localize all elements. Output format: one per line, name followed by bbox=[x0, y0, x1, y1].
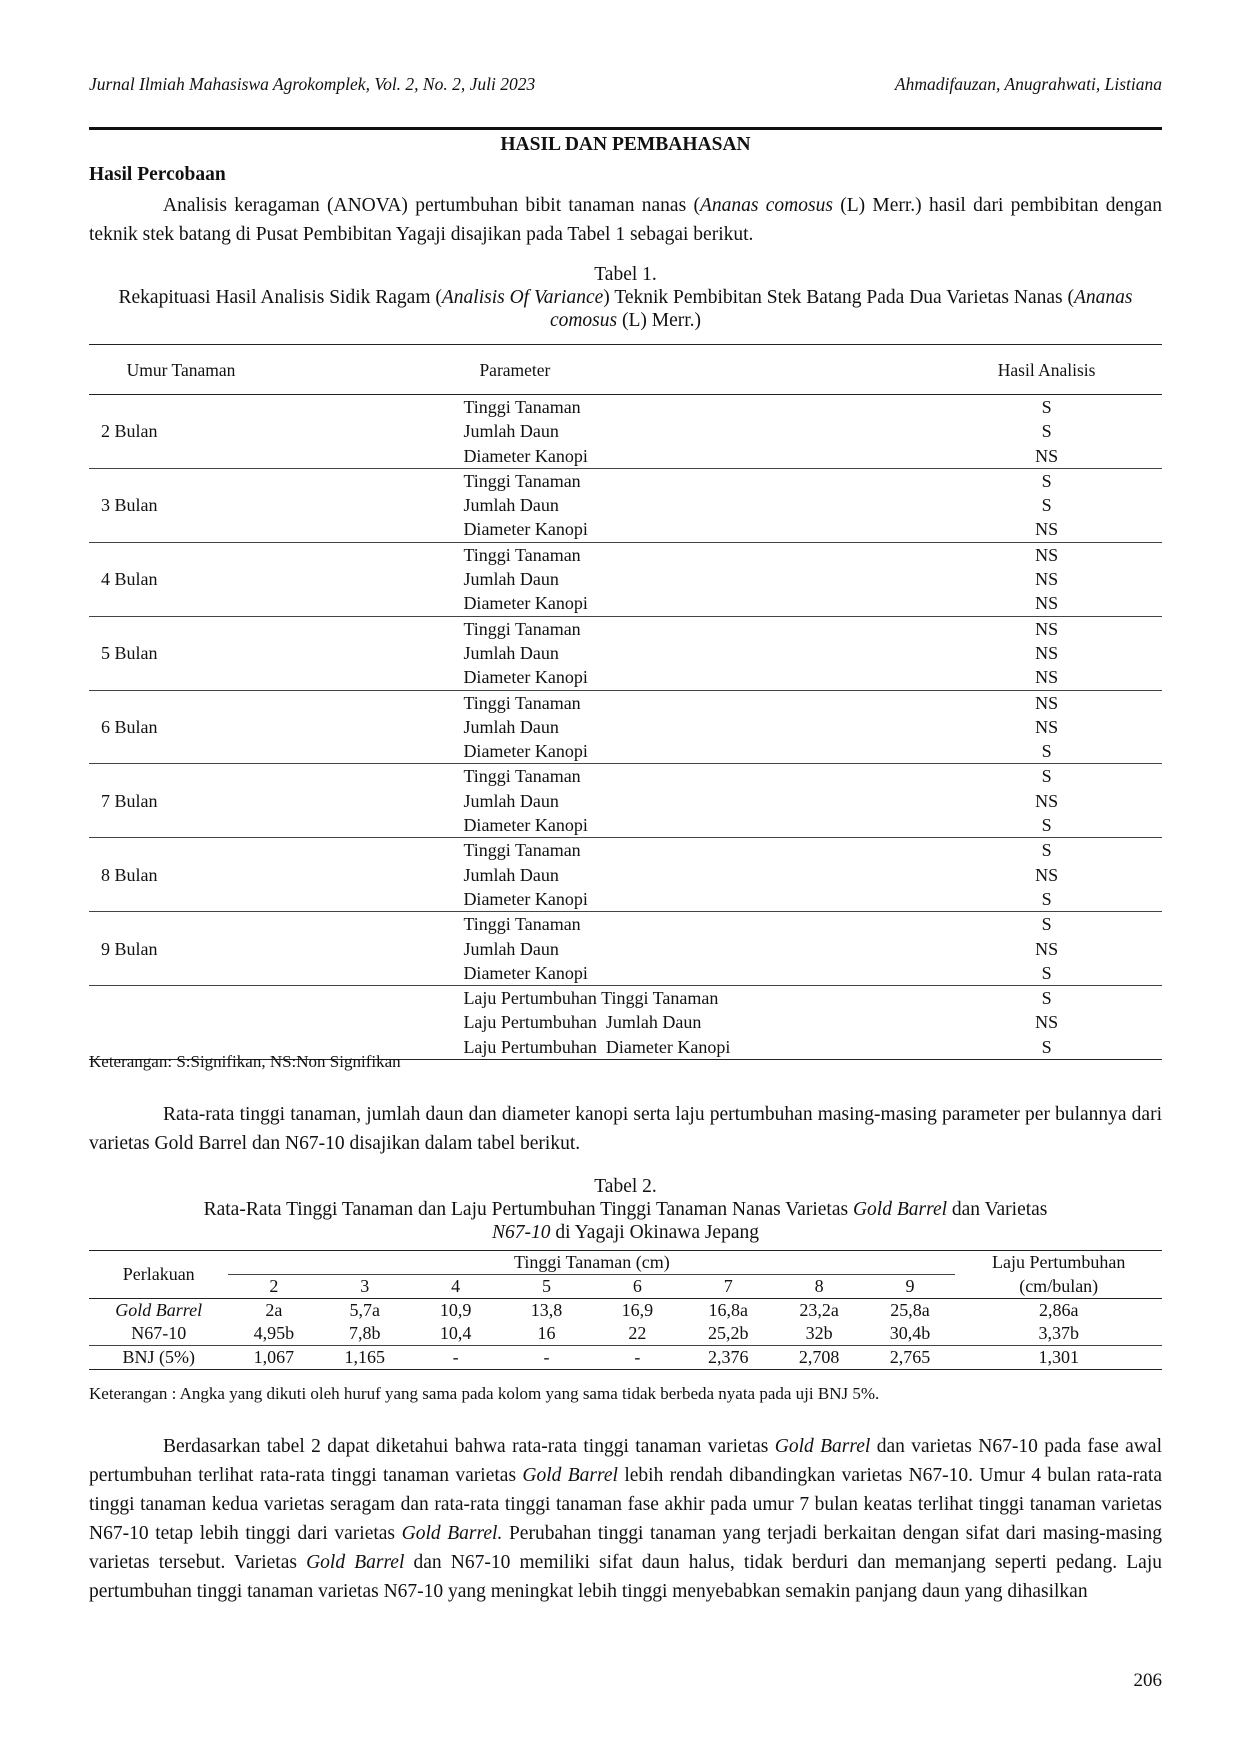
table2-header-row2 bbox=[89, 1275, 1162, 1299]
table2-treatment-cell: N67-10 bbox=[131, 1323, 187, 1343]
table1-param: Jumlah Daun bbox=[463, 938, 559, 959]
table2-value-cell: 16,8a bbox=[708, 1300, 748, 1320]
table2-value-cell: 32b bbox=[805, 1323, 833, 1343]
table1-param: Diameter Kanopi bbox=[463, 815, 588, 836]
table1-header-result: Hasil Analisis bbox=[997, 359, 1096, 380]
table2-label: Tabel 2. bbox=[594, 1176, 657, 1197]
table2-month-header: 3 bbox=[360, 1276, 370, 1296]
table1-group-row bbox=[89, 912, 1162, 986]
table2-value-cell: 2a bbox=[265, 1300, 283, 1320]
table2-value-cell: 13,8 bbox=[530, 1300, 563, 1320]
table1-result: S bbox=[1041, 988, 1052, 1009]
table1-result-cell bbox=[931, 616, 1162, 690]
table1-header-param: Parameter bbox=[479, 359, 551, 380]
table1-group-row bbox=[89, 690, 1162, 764]
table1-result: S bbox=[1041, 397, 1052, 417]
table1-param: Tinggi Tanaman bbox=[463, 544, 581, 565]
table1-header-age: Umur Tanaman bbox=[126, 359, 236, 380]
table1-result: S bbox=[1041, 1036, 1052, 1057]
running-header bbox=[89, 74, 1162, 95]
table1-result: S bbox=[1041, 766, 1052, 787]
table2-month-header: 6 bbox=[632, 1276, 642, 1296]
table1-group-row bbox=[89, 764, 1162, 838]
table1-param: Diameter Kanopi bbox=[463, 593, 588, 614]
table2-value-cell: 7,8b bbox=[348, 1323, 381, 1343]
table1-result: NS bbox=[1035, 642, 1059, 663]
table1-age-cell: 8 Bulan bbox=[101, 864, 158, 885]
table2-header-rate-line1: Laju Pertumbuhan bbox=[991, 1252, 1126, 1273]
table2-value-cell: - bbox=[543, 1347, 550, 1367]
table1-param-cell bbox=[463, 395, 931, 469]
table1-group-row bbox=[89, 838, 1162, 912]
table2-value-cell: 2,765 bbox=[889, 1347, 931, 1367]
table2-header-rate-line2: (cm/bulan) bbox=[1019, 1275, 1099, 1296]
table1-param-cell bbox=[463, 986, 931, 1060]
table1-caption bbox=[89, 263, 1162, 332]
table1-note: Keterangan: S:Signifikan, NS:Non Signifikan bbox=[89, 1052, 401, 1071]
table1-result-cell bbox=[931, 912, 1162, 986]
table2-value-cell: 4,95b bbox=[253, 1323, 295, 1343]
table1-age-cell: 4 Bulan bbox=[101, 569, 158, 590]
table2-value-cell: 16,9 bbox=[621, 1300, 654, 1320]
table1-param: Tinggi Tanaman bbox=[463, 470, 581, 491]
table2-value-cell: 25,8a bbox=[890, 1300, 930, 1320]
table2-value-cell: - bbox=[634, 1347, 641, 1367]
table2-note: Keterangan : Angka yang dikuti oleh huruf yang sama pada kolom yang sama tidak berbeda nyata pada uji BNJ 5%. bbox=[89, 1384, 880, 1403]
table1-result: S bbox=[1041, 962, 1052, 983]
table1-result: NS bbox=[1035, 569, 1059, 590]
table2-value-cell: 5,7a bbox=[349, 1300, 380, 1320]
table1-result-cell bbox=[931, 395, 1162, 469]
table1-param: Diameter Kanopi bbox=[463, 445, 588, 466]
table1-age-cell: 2 Bulan bbox=[101, 421, 158, 442]
table1-result: S bbox=[1041, 840, 1052, 861]
table1-param-cell bbox=[463, 838, 931, 912]
table1-param: Tinggi Tanaman bbox=[463, 397, 581, 417]
table1-param: Tinggi Tanaman bbox=[463, 914, 581, 935]
table1-param: Jumlah Daun bbox=[463, 716, 559, 737]
table1-result: S bbox=[1041, 495, 1052, 516]
table1-title: Rekapituasi Hasil Analisis Sidik Ragam (Analisis Of Variance) Teknik Pembibitan Stek Batang Pada Dua Varietas Nanas (Ananas comosus (L) Merr.) bbox=[118, 287, 1133, 331]
table2-value-cell: 1,067 bbox=[253, 1347, 295, 1367]
table1-param-cell bbox=[463, 468, 931, 542]
table2-value-cell: 1,165 bbox=[344, 1347, 385, 1367]
paragraph-table2-intro: Rata-rata tinggi tanaman, jumlah daun dan diameter kanopi serta laju pertumbuhan masing-masing parameter per bulannya dari varietas Gold Barrel dan N67-10 disajikan dalam tabel berikut. bbox=[89, 1104, 1162, 1154]
table1-result: NS bbox=[1035, 544, 1059, 565]
table2-month-header: 8 bbox=[814, 1276, 824, 1296]
table1-result: NS bbox=[1035, 692, 1059, 713]
table2-month-header: 7 bbox=[723, 1276, 733, 1296]
table2-header-row1 bbox=[89, 1251, 1162, 1275]
table1-param: Laju Pertumbuhan Diameter Kanopi bbox=[463, 1036, 731, 1057]
table1-param: Tinggi Tanaman bbox=[463, 692, 581, 713]
subsection-title: Hasil Percobaan bbox=[89, 164, 226, 185]
table1-group-row bbox=[89, 468, 1162, 542]
table2-row bbox=[89, 1322, 1162, 1346]
table1-result-cell bbox=[931, 986, 1162, 1060]
table2-value-cell: 10,4 bbox=[439, 1323, 472, 1343]
table1-result: NS bbox=[1035, 790, 1059, 811]
table1-param-cell bbox=[463, 542, 931, 616]
table2-month-header: 2 bbox=[269, 1276, 279, 1296]
table2-month-header: 9 bbox=[905, 1276, 915, 1296]
table1-result: NS bbox=[1035, 618, 1059, 639]
table1-age-cell: 6 Bulan bbox=[101, 716, 158, 737]
paragraph-intro: Analisis keragaman (ANOVA) pertumbuhan bibit tanaman nanas (Ananas comosus (L) Merr.) hasil dari pembibitan dengan teknik stek batang di Pusat Pembibitan Yagaji disajikan pada Tabel 1 sebagai berikut. bbox=[89, 195, 1163, 245]
table2-value-cell: 30,4b bbox=[889, 1323, 931, 1343]
table1-param: Diameter Kanopi bbox=[463, 962, 588, 983]
table1-group-row bbox=[89, 542, 1162, 616]
table1-param-cell bbox=[463, 912, 931, 986]
paragraph-discussion: Berdasarkan tabel 2 dapat diketahui bahwa rata-rata tinggi tanaman varietas Gold Barrel dan varietas N67-10 pada fase awal pertumbuhan terlihat rata-rata tinggi tanaman varietas Gold Barrel lebih rendah dibandingkan varietas N67-10. Umur 4 bulan rata-rata tinggi tanaman kedua varietas seragam dan rata-rata tinggi tanaman fase akhir pada umur 7 bulan keatas terlihat tinggi tanaman varietas N67-10 tetap lebih tinggi dari varietas Gold Barrel. Perubahan tinggi tanaman yang terjadi berkaitan dengan sifat dari masing-masing varietas tersebut. Varietas Gold Barrel dan N67-10 memiliki sifat daun halus, tidak berduri dan memanjang seperti pedang. Laju pertumbuhan tinggi tanaman varietas N67-10 yang meningkat lebih tinggi menyebabkan semakin panjang daun yang dihasilkan bbox=[89, 1436, 1162, 1602]
table1-result: S bbox=[1041, 815, 1052, 836]
table1-result: NS bbox=[1035, 445, 1059, 466]
table1-result: S bbox=[1041, 421, 1052, 442]
table1-param: Tinggi Tanaman bbox=[463, 766, 581, 787]
table2-header-treatment: Perlakuan bbox=[122, 1264, 195, 1284]
table2-value-cell: - bbox=[452, 1347, 459, 1367]
table1-group-row bbox=[89, 395, 1162, 469]
table2-value-cell: 2,376 bbox=[707, 1347, 749, 1367]
table1-age-cell: 9 Bulan bbox=[101, 938, 158, 959]
table2-header-height: Tinggi Tanaman (cm) bbox=[228, 1251, 955, 1275]
table1-result: NS bbox=[1035, 938, 1059, 959]
table1-result-cell bbox=[931, 764, 1162, 838]
table1-param: Tinggi Tanaman bbox=[463, 840, 581, 861]
table2-rate-cell: 2,86a bbox=[1038, 1300, 1079, 1320]
anova-summary-table bbox=[89, 344, 1162, 1060]
table1-result: NS bbox=[1035, 667, 1059, 688]
table1-param-cell bbox=[463, 690, 931, 764]
table1-result: NS bbox=[1035, 593, 1059, 614]
table1-param: Laju Pertumbuhan Jumlah Daun bbox=[463, 1012, 702, 1033]
table1-age-cell: 7 Bulan bbox=[101, 790, 158, 811]
table1-group-row bbox=[89, 986, 1162, 1060]
table1-param: Diameter Kanopi bbox=[463, 667, 588, 688]
table1-param-cell bbox=[463, 764, 931, 838]
table2-month-header: 5 bbox=[541, 1276, 551, 1296]
journal-title: Jurnal Ilmiah Mahasiswa Agrokomplek, Vol. 2, No. 2, Juli 2023 bbox=[89, 74, 536, 94]
table1-param: Jumlah Daun bbox=[463, 642, 559, 663]
table1-param: Jumlah Daun bbox=[463, 569, 559, 590]
table1-label: Tabel 1. bbox=[594, 264, 657, 285]
page-number: 206 bbox=[1133, 1670, 1162, 1691]
table2-caption bbox=[89, 1175, 1162, 1244]
table1-param: Jumlah Daun bbox=[463, 790, 559, 811]
table2-value-cell: 22 bbox=[628, 1323, 647, 1343]
table2-treatment-cell: BNJ (5%) bbox=[122, 1347, 195, 1367]
table1-result-cell bbox=[931, 542, 1162, 616]
header-rule bbox=[89, 127, 1162, 130]
table2-value-cell: 2,708 bbox=[798, 1347, 840, 1367]
table2-value-cell: 23,2a bbox=[799, 1300, 839, 1320]
table1-result: NS bbox=[1035, 1012, 1059, 1033]
table1-result: S bbox=[1041, 741, 1052, 762]
table1-result: NS bbox=[1035, 716, 1059, 737]
table2-value-cell: 25,2b bbox=[707, 1323, 749, 1343]
table1-param: Laju Pertumbuhan Tinggi Tanaman bbox=[463, 988, 719, 1009]
table1-result: S bbox=[1041, 888, 1052, 909]
table1-result: S bbox=[1041, 470, 1052, 491]
table2-rate-cell: 1,301 bbox=[1038, 1347, 1079, 1367]
table2-rate-cell: 3,37b bbox=[1038, 1323, 1079, 1343]
table2-title: Rata-Rata Tinggi Tanaman dan Laju Pertumbuhan Tinggi Tanaman Nanas Varietas Gold Barrel dan Varietas N67-10 di Yagaji Okinawa Jepang bbox=[203, 1199, 1048, 1243]
table2-row bbox=[89, 1346, 1162, 1370]
table1-age-cell: 5 Bulan bbox=[101, 642, 158, 663]
table1-result-cell bbox=[931, 838, 1162, 912]
table1-param: Jumlah Daun bbox=[463, 864, 559, 885]
plant-height-table bbox=[89, 1250, 1162, 1370]
table1-param: Diameter Kanopi bbox=[463, 888, 588, 909]
section-title: HASIL DAN PEMBAHASAN bbox=[500, 134, 751, 155]
table1-result: NS bbox=[1035, 864, 1059, 885]
table1-param: Diameter Kanopi bbox=[463, 741, 588, 762]
table1-result-cell bbox=[931, 690, 1162, 764]
table1-param: Jumlah Daun bbox=[463, 495, 559, 516]
table1-param: Diameter Kanopi bbox=[463, 519, 588, 540]
table2-month-header: 4 bbox=[451, 1276, 461, 1296]
table2-value-cell: 16 bbox=[537, 1323, 556, 1343]
table1-param-cell bbox=[463, 616, 931, 690]
table1-result: NS bbox=[1035, 519, 1059, 540]
table1-param: Jumlah Daun bbox=[463, 421, 559, 442]
table1-param: Tinggi Tanaman bbox=[463, 618, 581, 639]
table2-value-cell: 10,9 bbox=[439, 1300, 472, 1320]
table1-result: S bbox=[1041, 914, 1052, 935]
table1-header-row bbox=[89, 345, 1162, 395]
table1-result-cell bbox=[931, 468, 1162, 542]
table1-age-cell: 3 Bulan bbox=[101, 495, 158, 516]
table1-age-cell bbox=[89, 986, 463, 1060]
author-list: Ahmadifauzan, Anugrahwati, Listiana bbox=[894, 74, 1162, 94]
table1-group-row bbox=[89, 616, 1162, 690]
table2-row bbox=[89, 1299, 1162, 1323]
table2-treatment-cell: Gold Barrel bbox=[115, 1300, 203, 1320]
